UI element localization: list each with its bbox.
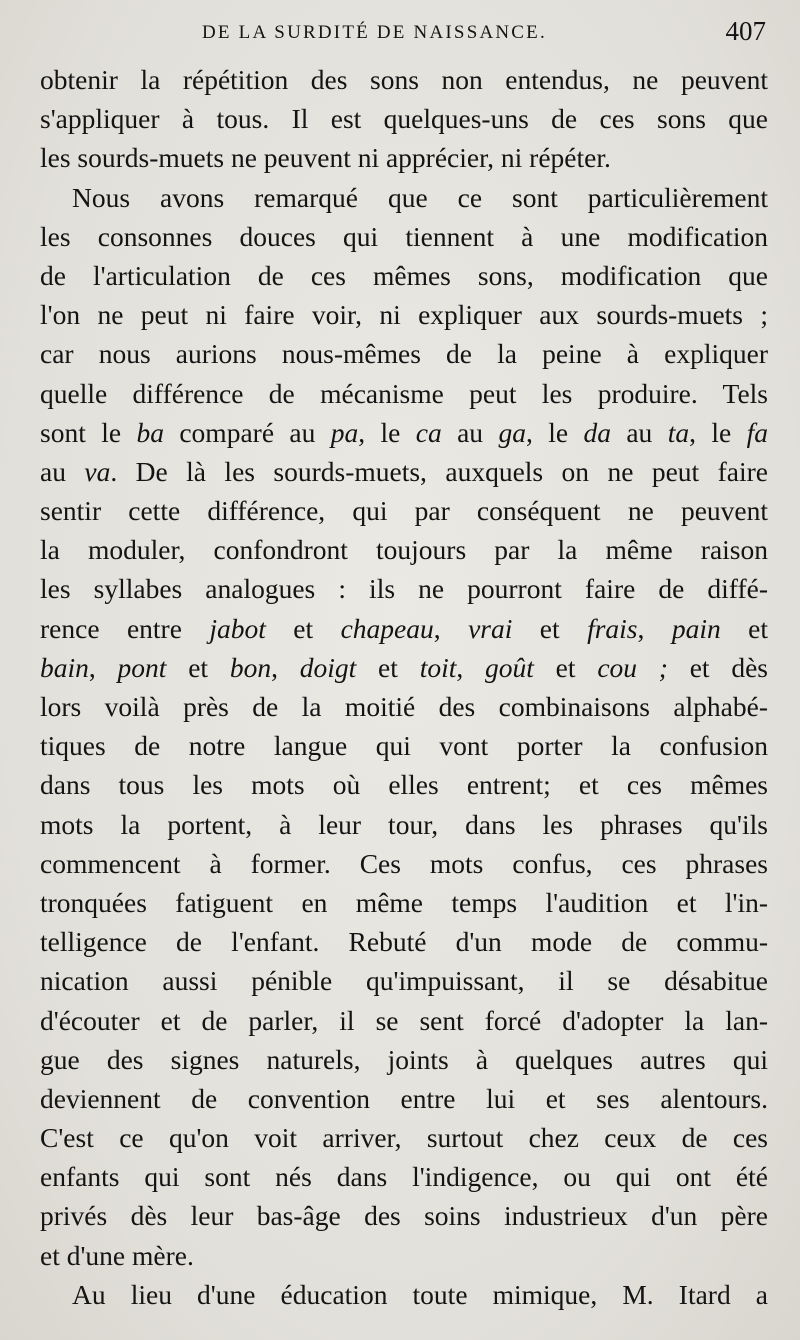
text-line: privés dès leur bas-âge des soins industrieux d'un père [40, 1200, 768, 1232]
text-line: Nous avons remarqué que ce sont particulièrement [72, 181, 768, 213]
text-line: nication aussi pénible qu'impuissant, il se désabitue [40, 965, 768, 997]
text-line: obtenir la répétition des sons non entendus, ne peuvent [40, 64, 768, 95]
italic-word: toit [419, 651, 457, 683]
text-segment: et [512, 612, 588, 644]
italic-word: ca [415, 416, 442, 448]
italic-word: ta [667, 416, 690, 448]
text-line: tiques de notre langue qui vont porter la confusion [40, 730, 768, 762]
text-line: deviennent de convention entre lui et ses alentours. [40, 1082, 768, 1114]
text-segment: , le [525, 416, 584, 448]
text-segment: rence entre [40, 612, 210, 644]
running-title: DE LA SURDITÉ DE NAISSANCE. [202, 22, 547, 43]
text-segment: et [265, 612, 341, 644]
text-line: Au lieu d'une éducation toute mimique, M. Itard a [72, 1278, 768, 1310]
text-line: sentir cette différence, qui par conséquent ne peuvent [40, 495, 768, 527]
text-line: dans tous les mots où elles entrent; et ces mêmes [40, 769, 768, 801]
text-line: l'on ne peut ni faire voir, ni expliquer aux sourds-muets ; [40, 299, 768, 331]
text-line: de l'articulation de ces mêmes sons, modification que [40, 259, 768, 291]
text-segment: et [356, 651, 420, 683]
text-line: enfants qui sont nés dans l'indigence, ou qui ont été [40, 1161, 768, 1193]
italic-word: pont [117, 651, 167, 683]
text-segment: au [441, 416, 499, 448]
text-line: les syllabes analogues : ils ne pourront faire de diffé- [40, 573, 768, 605]
italic-word: frais [587, 612, 638, 644]
text-line: C'est ce qu'on voit arriver, surtout chez ceux de ces [40, 1122, 768, 1154]
text-segment: et [166, 651, 230, 683]
text-segment: , [88, 651, 118, 683]
italic-word: pa [330, 416, 359, 448]
italic-word: pain [671, 612, 721, 644]
text-line: tronquées fatiguent en même temps l'audition et l'in- [40, 886, 768, 918]
text-segment: sont le [40, 416, 137, 448]
text-segment: et [533, 651, 598, 683]
italic-word: fa [746, 416, 768, 448]
text-line: la moduler, confondront toujours par la même raison [40, 534, 768, 566]
body-text [40, 60, 768, 1314]
italic-word: va [84, 455, 111, 487]
text-line: mots la portent, à leur tour, dans les phrases qu'ils [40, 808, 768, 840]
text-segment: , [271, 651, 300, 683]
text-segment: , [637, 612, 672, 644]
italic-word: goût [485, 651, 534, 683]
italic-word: vrai [468, 612, 513, 644]
text-segment: , [456, 651, 486, 683]
text-line: lors voilà près de la moitié des combinaisons alphabé- [40, 691, 768, 722]
text-segment: au [610, 416, 668, 448]
text-line: gue des signes naturels, joints à quelques autres qui [40, 1043, 768, 1075]
text-line: telligence de l'enfant. Rebuté d'un mode de commu- [40, 926, 768, 958]
text-line: s'appliquer à tous. Il est quelques-uns de ces sons que [40, 103, 768, 135]
text-segment: et dès [667, 651, 769, 683]
italic-word: ga [498, 416, 526, 448]
text-line: d'écouter et de parler, il se sent forcé d'adopter la lan- [40, 1004, 768, 1036]
text-line: les sourds-muets ne peuvent ni apprécier, ni répéter. [40, 142, 611, 174]
text-line [40, 609, 768, 648]
italic-word: jabot [209, 612, 266, 644]
text-segment: au [40, 455, 85, 487]
text-line: quelle différence de mécanisme peut les produire. Tels [40, 377, 768, 409]
page-header [40, 18, 766, 52]
text-line [40, 413, 768, 452]
italic-word: doigt [299, 651, 357, 683]
text-segment: , [433, 612, 469, 644]
text-line: commencent à former. Ces mots confus, ces phrases [40, 847, 768, 879]
text-line [40, 648, 768, 687]
text-segment: , le [689, 416, 747, 448]
text-line: car nous aurions nous-mêmes de la peine à expliquer [40, 338, 768, 370]
text-line: et d'une mère. [40, 1239, 194, 1271]
text-line [40, 452, 768, 491]
text-segment: et [720, 612, 768, 644]
text-line: les consonnes douces qui tiennent à une modification [40, 220, 768, 252]
italic-word: cou ; [597, 651, 668, 683]
page-number: 407 [725, 16, 766, 46]
text-segment: , le [358, 416, 416, 448]
text-segment: comparé au [163, 416, 331, 448]
text-segment: . De là les sourds-muets, auxquels on ne peut faire [110, 455, 768, 487]
italic-word: da [583, 416, 611, 448]
italic-word: bon [229, 651, 272, 683]
italic-word: chapeau [340, 612, 434, 644]
italic-word: bain [40, 651, 89, 683]
italic-word: ba [136, 416, 164, 448]
